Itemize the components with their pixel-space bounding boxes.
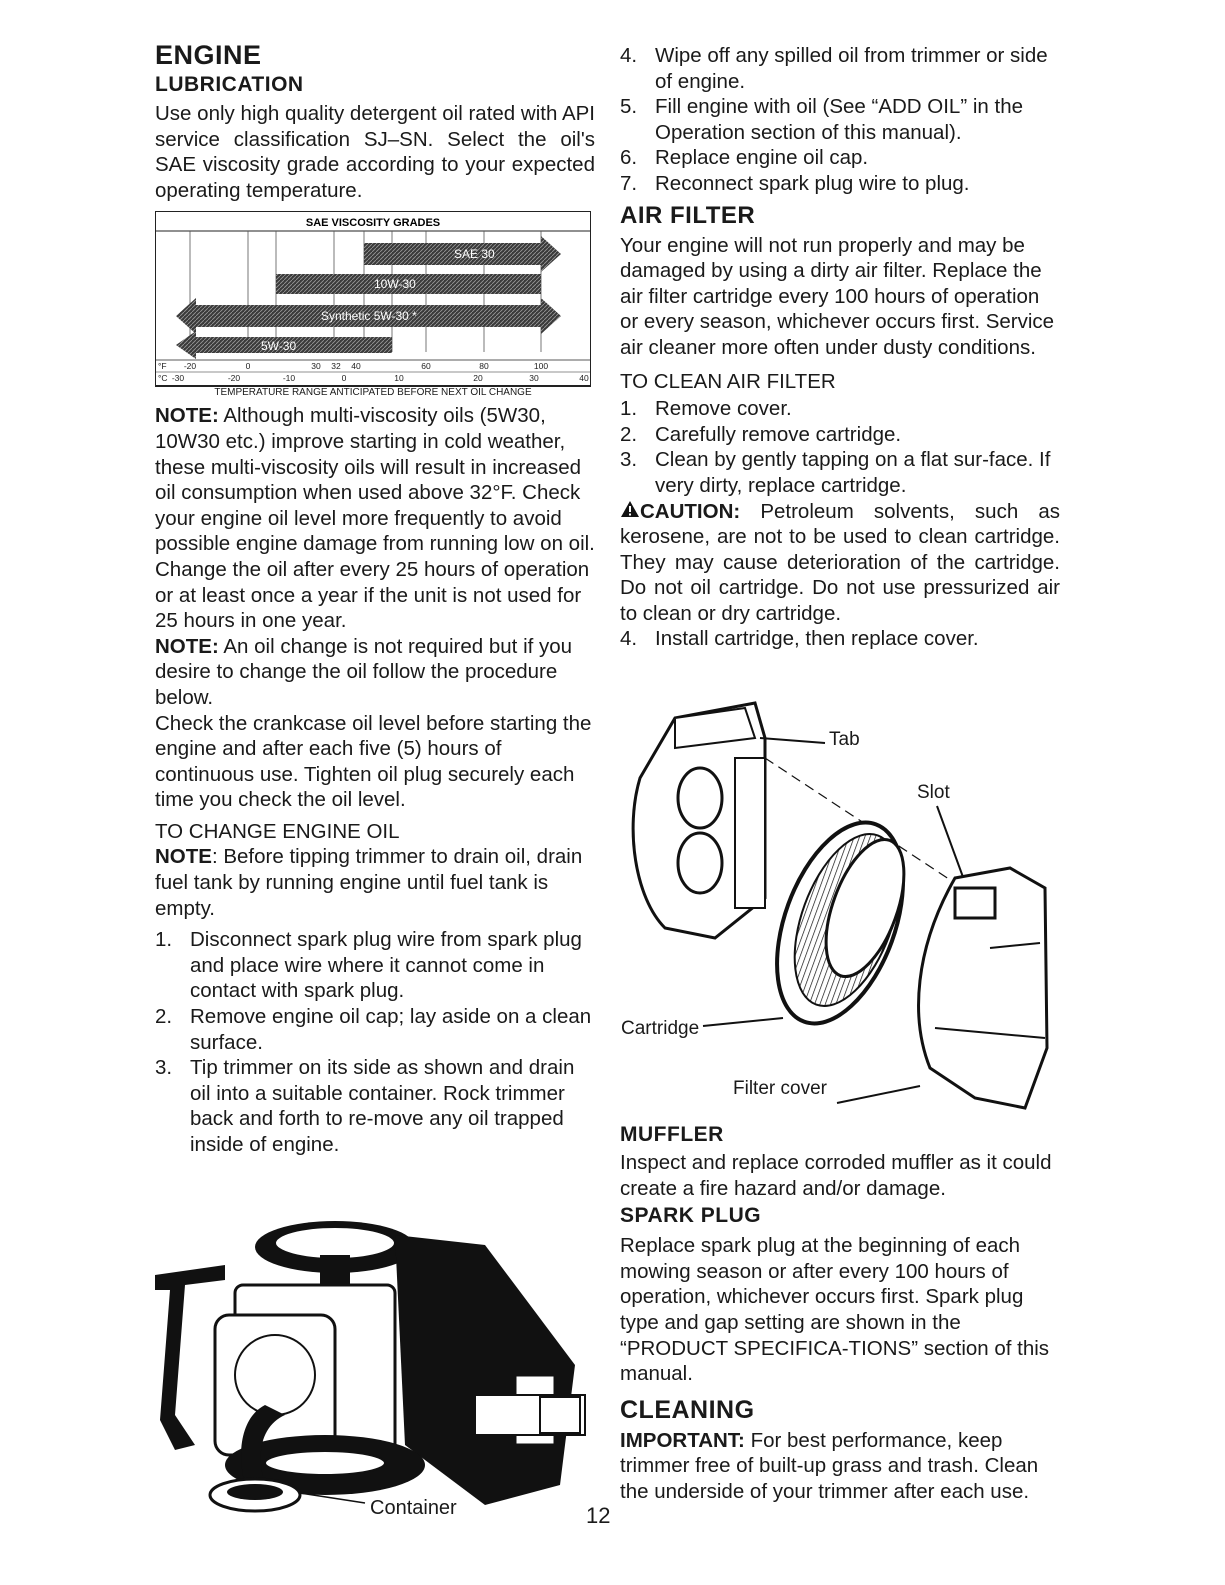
f-unit: °F <box>158 361 167 372</box>
list-item <box>620 422 1060 448</box>
note-2-text: An oil change is not required but if you desire to change the oil follow the procedure below. <box>155 634 573 709</box>
air-filter-illustration <box>615 698 1060 1118</box>
step-text: Remove engine oil cap; lay aside on a clean surface. <box>190 1005 592 1054</box>
list-item <box>620 145 1060 171</box>
viscosity-chart <box>155 211 591 399</box>
f-tick: 0 <box>245 361 251 372</box>
f-tick: 30 <box>311 361 321 372</box>
note-2 <box>155 634 595 711</box>
step-text: Replace engine oil cap. <box>655 146 869 170</box>
note-3 <box>155 844 595 921</box>
list-item <box>155 1004 595 1055</box>
c-tick: -30 <box>171 373 185 384</box>
trimmer-drain-drawing <box>155 1215 595 1535</box>
left-column <box>155 40 595 1158</box>
step-text: Tip trimmer on its side as shown and drain oil into a suitable container. Rock trimmer back and forth to re-move any oil trapped inside of engine. <box>190 1056 575 1156</box>
bar-10w30 <box>276 274 541 294</box>
c-unit: °C <box>158 373 168 384</box>
step-number: 3. <box>155 1056 173 1080</box>
muffler-text: Inspect and replace corroded muffler as it could create a fire hazard and/or damage. <box>620 1151 1052 1200</box>
list-item <box>620 396 1060 422</box>
page-number: 12 <box>586 1503 611 1528</box>
caution-label: CAUTION: <box>640 499 741 523</box>
list-item <box>155 927 595 1004</box>
step-number: 4. <box>620 627 638 651</box>
list-item <box>620 171 1060 197</box>
step-text: Install cartridge, then replace cover. <box>655 627 979 651</box>
viscosity-chart-svg <box>156 212 590 386</box>
change-oil-steps <box>155 927 595 1157</box>
f-tick: 80 <box>479 361 489 372</box>
clean-air-filter-steps <box>620 396 1060 498</box>
chart-caption: TEMPERATURE RANGE ANTICIPATED BEFORE NEXT OIL CHANGE <box>156 385 590 399</box>
step-number: 3. <box>620 448 638 472</box>
f-tick: 32 <box>331 361 341 372</box>
check-text: Check the crankcase oil level before starting the engine and after each five (5) hours of continuous use. Tighten oil plug securely each time you check the oil level. <box>155 711 592 812</box>
note-3-label: NOTE <box>155 845 212 869</box>
list-item <box>620 43 1060 94</box>
c-tick: 10 <box>394 373 404 384</box>
step-number: 1. <box>155 928 173 952</box>
step-number: 2. <box>620 422 638 446</box>
note-2-label: NOTE: <box>155 634 219 658</box>
note-1-text: Although multi-viscosity oils (5W30, 10W30 etc.) improve starting in cold weather, these multi-viscosity oils will result in increased oil consumption when used above 32°F. Check your engine oil level more frequently to avoid possible engine damage from running low on oil. Change the oil after every 25 hours of operation or at least once a year if the unit is not used for 25 hours in one year. <box>155 404 595 633</box>
bar-5w30 <box>176 331 392 359</box>
lubrication-heading: LUBRICATION <box>155 73 304 96</box>
air-filter-heading: AIR FILTER <box>620 201 756 229</box>
clean-air-filter-step-4 <box>620 626 1060 652</box>
step-text: Fill engine with oil (See “ADD OIL” in the Operation section of this manual). <box>655 95 1024 144</box>
important-text: For best performance, keep trimmer free of built-up grass and trash. Clean the underside of your trimmer after each use. <box>620 1428 1039 1503</box>
chart-title: SAE VISCOSITY GRADES <box>305 217 441 230</box>
bar-label-5w30: 5W-30 <box>261 339 297 354</box>
list-item <box>620 626 1060 652</box>
step-number: 6. <box>620 146 638 170</box>
c-tick: -10 <box>282 373 296 384</box>
clean-air-filter-heading: TO CLEAN AIR FILTER <box>620 369 836 393</box>
container-label: Container <box>370 1497 457 1519</box>
bar-label-10w30: 10W-30 <box>374 277 416 292</box>
change-oil-steps-continued <box>620 43 1060 197</box>
step-number: 5. <box>620 95 638 119</box>
bar-label-synthetic: Synthetic 5W-30 * <box>321 309 417 324</box>
note-1 <box>155 403 595 633</box>
f-tick: -20 <box>183 361 197 372</box>
important-paragraph <box>620 1428 1060 1505</box>
list-item <box>620 94 1060 145</box>
spark-plug-text: Replace spark plug at the beginning of each mowing season or after every 100 hours of operation, whichever occurs first. Spark plug type and gap setting are shown in the “PRODUCT SPECIFICA-TIONS” section of this manual. <box>620 1234 1050 1386</box>
important-label: IMPORTANT: <box>620 1428 745 1452</box>
c-tick: -20 <box>227 373 241 384</box>
trimmer-drain-illustration <box>155 1215 595 1535</box>
step-text: Clean by gently tapping on a flat sur-face. If very dirty, replace cartridge. <box>655 448 1051 497</box>
cartridge-label: Cartridge <box>621 1018 700 1039</box>
warning-triangle-icon <box>620 500 640 518</box>
step-text: Wipe off any spilled oil from trimmer or side of engine. <box>655 44 1048 93</box>
f-tick: 100 <box>533 361 549 372</box>
f-tick: 60 <box>421 361 431 372</box>
air-filter-text: Your engine will not run properly and may be damaged by using a dirty air filter. Replace the air filter cartridge every 100 hours of operation or every season, whichever occurs first. Service air cleaner more often under dusty conditions. <box>620 233 1055 359</box>
caution-paragraph <box>620 499 1060 627</box>
engine-heading: ENGINE <box>155 40 262 70</box>
note-3-text: : Before tipping trimmer to drain oil, drain fuel tank by running engine until fuel tank is empty. <box>155 845 583 920</box>
step-text: Disconnect spark plug wire from spark plug and place wire where it cannot come in contact with spark plug. <box>190 928 582 1003</box>
list-item <box>620 447 1060 498</box>
air-filter-drawing <box>615 698 1060 1118</box>
spark-plug-heading: SPARK PLUG <box>620 1204 762 1228</box>
right-column-lower <box>620 1122 1060 1505</box>
c-tick: 0 <box>341 373 347 384</box>
caution-text: Petroleum solvents, such as kerosene, are not to be used to clean cartridge. They may cause deterioration of the cartridge. Do not oil cartridge. Do not use pressurized air to clean or dry cartridge. <box>620 499 1060 625</box>
note-1-label: NOTE: <box>155 404 219 428</box>
c-tick: 20 <box>473 373 483 384</box>
cleaning-heading: CLEANING <box>620 1395 755 1424</box>
right-column <box>620 43 1060 652</box>
list-item <box>155 1055 595 1157</box>
filter-cover-label: Filter cover <box>733 1078 827 1099</box>
change-oil-heading: TO CHANGE ENGINE OIL <box>155 819 400 843</box>
c-tick: 40 <box>579 373 589 384</box>
step-text: Carefully remove cartridge. <box>655 422 902 446</box>
lubrication-text: Use only high quality detergent oil rated with API service classification SJ–SN. Select the oil's SAE viscosity grade according to your expected operating temperature. <box>155 102 595 202</box>
bar-sae30 <box>364 236 561 272</box>
muffler-heading: MUFFLER <box>620 1123 724 1146</box>
tab-label: Tab <box>829 729 860 750</box>
step-number: 4. <box>620 44 638 67</box>
bar-label-sae30: SAE 30 <box>454 247 495 262</box>
slot-label: Slot <box>917 782 950 803</box>
step-number: 7. <box>620 171 638 195</box>
f-tick: 40 <box>351 361 361 372</box>
step-text: Reconnect spark plug wire to plug. <box>655 171 970 195</box>
c-tick: 30 <box>529 373 539 384</box>
step-text: Remove cover. <box>655 397 792 421</box>
step-number: 2. <box>155 1005 173 1029</box>
step-number: 1. <box>620 397 638 421</box>
bar-synthetic <box>176 298 561 334</box>
